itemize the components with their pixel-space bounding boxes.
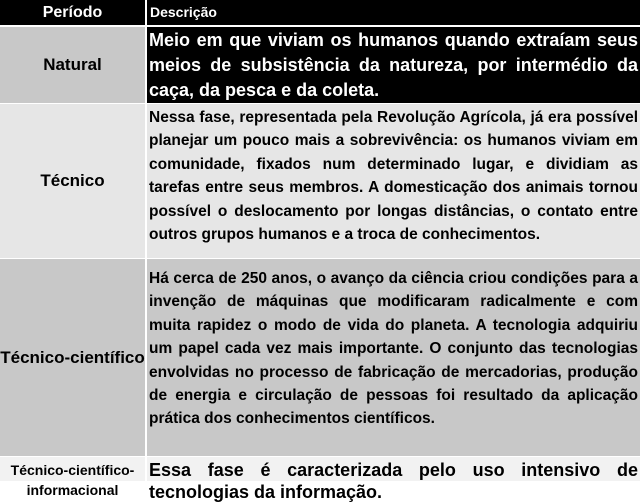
period-cell: Técnico <box>0 104 147 258</box>
period-cell: Natural <box>0 27 147 103</box>
header-description: Descrição <box>147 0 640 25</box>
table-row <box>0 456 640 502</box>
table-row <box>0 26 640 103</box>
description-cell: Essa fase é caracterizada pelo uso intensivo de tecnologias da informação. <box>147 457 640 481</box>
description-cell: Meio em que viviam os humanos quando extraíam seus meios de subsistência da natureza, por intermédio da caça, da pesca e da coleta. <box>147 27 640 103</box>
table-header-row <box>0 0 640 25</box>
description-cell: Há cerca de 250 anos, o avanço da ciência criou condições para a invenção de máquinas que modificaram radicalmente e com muita rapidez o modo de vida do planeta. A tecnologia adquiriu um papel cada vez mais importante. O conjunto das tecnologias envolvidas no processo de fabricação de mercadorias, produção de energia e circulação de pessoas foi resultado da aplicação prática dos conhecimentos científicos. <box>147 259 640 456</box>
table-row <box>0 258 640 456</box>
header-period: Período <box>0 0 147 25</box>
period-cell: Técnico-científico <box>0 259 147 456</box>
period-cell: Técnico-científico-informacional <box>0 457 147 481</box>
table-row <box>0 103 640 258</box>
description-cell: Nessa fase, representada pela Revolução Agrícola, já era possível planejar um pouco mais a sobrevivência: os humanos viviam em comunidade, fixados num determinado lugar, e dividiam as tarefas entre seus membros. A domesticação dos animais tornou possível o deslocamento por longas distâncias, o contato entre outros grupos humanos e a troca de conhecimentos. <box>147 104 640 258</box>
